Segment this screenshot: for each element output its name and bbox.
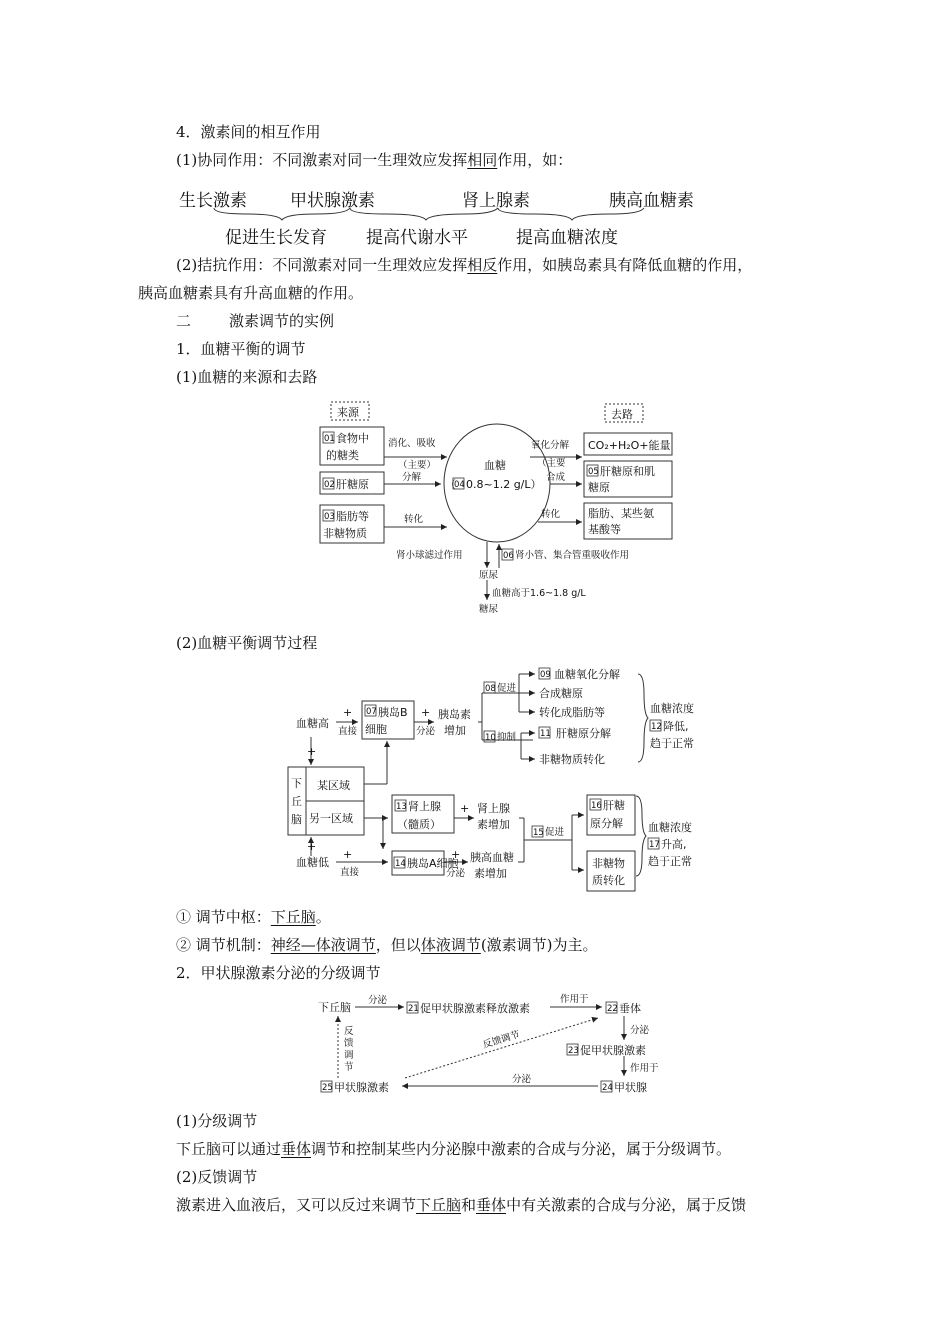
dest-fat-line1: 脂肪、某些氨 — [588, 507, 654, 520]
badge-14: 14 — [395, 859, 406, 869]
adrenaline-line1: 肾上腺 — [477, 802, 510, 815]
note-mech-prefix: ② 调节机制： — [176, 936, 271, 954]
dest-oxidation: CO₂+H₂O+能量 — [588, 439, 671, 452]
final-p2-key2: 垂体 — [476, 1196, 507, 1214]
badge-25: 25 — [322, 1083, 333, 1093]
low-sugar-label: 血糖低 — [296, 856, 329, 869]
effect-oxidize: 血糖氧化分解 — [554, 668, 620, 681]
act-on2-label: 作用于 — [630, 1063, 659, 1074]
badge-11: 11 — [540, 729, 551, 739]
plus-sign: + — [343, 706, 353, 719]
source-label: 来源 — [337, 406, 359, 419]
plus-sign: + — [343, 848, 353, 861]
hormone-glucagon: 胰高血糖素 — [609, 191, 694, 211]
section-2-title: 激素调节的实例 — [229, 312, 335, 330]
synergy-suffix: 作用，如： — [497, 151, 573, 169]
blood-sugar-paren: （ — [445, 478, 456, 491]
subsection-1a-heading: (1)血糖的来源和去路 — [176, 368, 318, 386]
nonsugar-line1: 非糖物 — [592, 857, 625, 870]
feedback-char3: 调 — [344, 1050, 354, 1061]
feedback-char4: 节 — [344, 1062, 354, 1073]
final-p1-prefix: 下丘脑可以通过 — [176, 1140, 282, 1158]
dest-fat-line2: 基酸等 — [588, 523, 621, 536]
secrete3-label: 分泌 — [512, 1074, 532, 1085]
liver-glycogen-line2: 原分解 — [590, 817, 623, 830]
final-paragraph-2 — [176, 1194, 746, 1216]
badge-02: 02 — [324, 480, 335, 490]
badge-01: 01 — [324, 434, 335, 444]
result-low-line3: 趋于正常 — [650, 737, 694, 750]
antagonism-line2: 胰高血糖素具有升高血糖的作用。 — [138, 284, 364, 302]
arrow-oxidize-label: 氧化分解 — [531, 440, 570, 451]
antag-suffix: 作用，如胰岛素具有降低血糖的作用， — [497, 256, 753, 274]
final-p2-prefix: 激素进入血液后，又可以反过来调节 — [176, 1196, 417, 1214]
result-high-line1: 血糖浓度 — [648, 821, 692, 834]
source-food-line1: 食物中 — [336, 432, 369, 445]
high-sugar-label: 血糖高 — [296, 717, 329, 730]
direct-label: 直接 — [340, 867, 360, 878]
antag-prefix: (2)拮抗作用：不同激素对同一生理效应发挥 — [176, 256, 468, 274]
blood-sugar-range: 0.8~1.2 g/L） — [466, 478, 542, 491]
badge-10: 10 — [485, 733, 496, 743]
source-nonsugar-line2: 非糖物质 — [323, 527, 367, 540]
effect-inhibit-glycogen: 肝糖原分解 — [556, 727, 611, 740]
plus-sign: + — [421, 706, 431, 719]
plus-sign: + — [451, 848, 461, 861]
effect-fat: 转化成脂肪等 — [539, 706, 605, 719]
final-paragraph-1 — [176, 1138, 731, 1160]
arrow-oxidize-main: （主要 — [537, 458, 566, 469]
promote2-label: 促进 — [545, 827, 565, 838]
badge-07: 07 — [366, 707, 377, 717]
promote-label: 促进 — [497, 683, 517, 694]
badge-06: 06 — [503, 551, 514, 561]
insulin-line2: 增加 — [444, 724, 466, 737]
synergy-key: 相同 — [467, 151, 498, 169]
beta-cell-line1: 胰岛B — [378, 706, 408, 719]
hypothalamus-area-b: 另一区域 — [309, 812, 353, 825]
glucagon-line1: 胰高血糖 — [470, 851, 514, 864]
result-high-line2: 升高, — [661, 838, 687, 851]
subsection-2-heading: 2．甲状腺激素分泌的分级调节 — [176, 964, 381, 982]
dest-glycogen-line2: 糖原 — [588, 481, 610, 494]
trh-node: 促甲状腺激素释放激素 — [420, 1002, 530, 1015]
arrow-convert2-label: 转化 — [541, 509, 561, 520]
hormone-thyroid: 甲状腺激素 — [290, 191, 375, 211]
adrenal-line1: 肾上腺 — [408, 800, 441, 813]
badge-24: 24 — [602, 1083, 613, 1093]
badge-15: 15 — [533, 828, 544, 838]
secrete2-label: 分泌 — [630, 1025, 650, 1036]
plus-sign: + — [307, 745, 317, 758]
final-p2-key1: 下丘脑 — [416, 1196, 462, 1214]
final-heading-1: (1)分级调节 — [176, 1112, 258, 1130]
section-2-number: 二 — [176, 312, 192, 330]
note-center-suffix: 。 — [315, 908, 331, 926]
effect-inhibit-nonsugar: 非糖物质转化 — [539, 753, 605, 766]
final-p1-key: 垂体 — [281, 1140, 312, 1158]
hormone-adrenaline: 肾上腺素 — [462, 191, 530, 211]
plus-sign: + — [307, 840, 317, 853]
badge-03: 03 — [324, 512, 335, 522]
hypothalamus-node: 下丘脑 — [318, 1001, 351, 1014]
secrete-label: 分泌 — [446, 868, 466, 879]
secrete-label: 分泌 — [368, 995, 388, 1006]
kidney-reabsorb-label: 肾小管、集合管重吸收作用 — [515, 550, 630, 561]
alpha-cell-label: 胰岛A细胞 — [407, 857, 459, 870]
feedback-diagonal-label: 反馈调节 — [481, 1029, 522, 1051]
thyroid-node: 甲状腺 — [614, 1081, 647, 1094]
hormone-growth: 生长激素 — [179, 191, 247, 211]
antag-key: 相反 — [467, 256, 498, 274]
badge-04: 04 — [454, 480, 465, 490]
glucagon-line2: 素增加 — [474, 867, 507, 880]
note-mech-mid: ，但以 — [375, 936, 421, 954]
arrow-digest-label: 消化、吸收 — [388, 438, 436, 449]
badge-08: 08 — [485, 684, 496, 694]
inhibit-label: 抑制 — [497, 732, 517, 743]
subsection-1b-heading: (2)血糖平衡调节过程 — [176, 634, 318, 652]
subsection-1-heading: 1．血糖平衡的调节 — [176, 340, 306, 358]
badge-09: 09 — [540, 670, 551, 680]
final-p2-suffix: 中有关激素的合成与分泌，属于反馈 — [506, 1196, 747, 1214]
result-high-line3: 趋于正常 — [648, 855, 692, 868]
note-mech-key2: 体液调节 — [420, 936, 481, 954]
threshold-label: 血糖高于1.6~1.8 g/L — [492, 588, 586, 599]
result-low-line1: 血糖浓度 — [650, 702, 694, 715]
arrow-synthesis-label: 合成 — [546, 472, 566, 483]
arrow-decompose-label: 分解 — [402, 472, 422, 483]
synergy-prefix: (1)协同作用：不同激素对同一生理效应发挥 — [176, 151, 468, 169]
badge-13: 13 — [396, 802, 407, 812]
badge-05: 05 — [588, 467, 599, 477]
final-p2-mid: 和 — [461, 1196, 477, 1214]
badge-16: 16 — [591, 801, 602, 811]
result-low-line2: 降低, — [663, 720, 689, 733]
hypothalamus-char1: 下 — [291, 777, 302, 790]
arrow-digest-main: （主要） — [398, 460, 437, 471]
adrenal-line2: （髓质） — [397, 818, 441, 831]
hypothalamus-char3: 脑 — [291, 813, 302, 826]
hypothalamus-char2: 丘 — [291, 795, 302, 808]
adrenaline-line2: 素增加 — [477, 818, 510, 831]
pituitary-node: 垂体 — [619, 1002, 641, 1015]
act-on-label: 作用于 — [560, 994, 589, 1005]
source-food-line2: 的糖类 — [326, 449, 359, 462]
beta-cell-line2: 细胞 — [365, 723, 387, 736]
badge-12: 12 — [651, 722, 662, 732]
glycosuria-label: 糖尿 — [479, 604, 499, 615]
feedback-char1: 反 — [344, 1026, 354, 1037]
dest-glycogen-line1: 肝糖原和肌 — [600, 465, 655, 478]
plus-sign: + — [460, 802, 470, 815]
badge-23: 23 — [568, 1046, 579, 1056]
tsh-node: 促甲状腺激素 — [580, 1044, 646, 1057]
badge-17: 17 — [649, 840, 660, 850]
hypothalamus-area-a: 某区域 — [317, 779, 350, 792]
direct-label: 直接 — [338, 726, 358, 737]
source-nonsugar-line1: 脂肪等 — [336, 510, 369, 523]
nonsugar-line2: 质转化 — [592, 874, 625, 887]
effect-bloodsugar: 提高血糖浓度 — [516, 228, 618, 248]
note-mech-suffix: (激素调节)为主。 — [480, 936, 598, 954]
final-heading-2: (2)反馈调节 — [176, 1168, 258, 1186]
badge-21: 21 — [408, 1004, 419, 1014]
thyroid-hormone-node: 甲状腺激素 — [334, 1081, 389, 1094]
kidney-filter-label: 肾小球滤过作用 — [396, 550, 463, 561]
note-mech-key1: 神经—体液调节 — [270, 936, 376, 954]
effect-metabolism: 提高代谢水平 — [366, 228, 468, 248]
dest-label: 去路 — [611, 408, 633, 421]
note-center-key: 下丘脑 — [270, 908, 316, 926]
insulin-line1: 胰岛素 — [438, 708, 471, 721]
badge-22: 22 — [607, 1004, 618, 1014]
effect-glycogen: 合成糖原 — [539, 687, 583, 700]
arrow-convert-label: 转化 — [404, 514, 424, 525]
final-p1-suffix: 调节和控制某些内分泌腺中激素的合成与分泌，属于分级调节。 — [311, 1140, 732, 1158]
effect-growth: 促进生长发育 — [225, 228, 327, 248]
primary-urine-label: 原尿 — [479, 570, 499, 581]
note-center-prefix: ① 调节中枢： — [176, 908, 271, 926]
section-4-heading: 4．激素间的相互作用 — [176, 123, 321, 141]
liver-glycogen-line1: 肝糖 — [603, 799, 625, 812]
secrete-label: 分泌 — [416, 726, 436, 737]
blood-sugar-title: 血糖 — [484, 459, 506, 472]
source-glycogen: 肝糖原 — [336, 478, 369, 491]
feedback-char2: 馈 — [344, 1038, 354, 1049]
